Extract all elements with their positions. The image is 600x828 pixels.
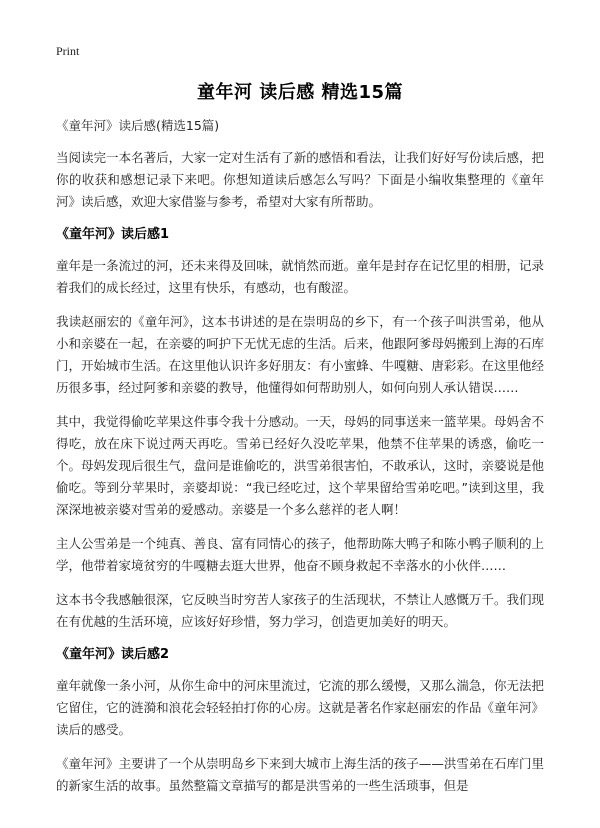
section-2-paragraph-2: 《童年河》主要讲了一个从崇明岛乡下来到大城市上海生活的孩子——洪雪弟在石库门里的新家生活的故事。虽然整篇文章描写的都是洪雪弟的一些生活琐事，但是 [56,756,544,793]
section-1-paragraph-2: 我读赵丽宏的《童年河》，这本书讲述的是在崇明岛的乡下，有一个孩子叫洪雪弟，他从小和亲婆在一起，在亲婆的呵护下无忧无虑的生活。后来，他跟阿爹母妈搬到上海的石库门，开始城市生活。在这里他认识许多好朋友：有小蜜蜂、牛嘎糖、唐彩彩。在这里他经历很多事，经过阿爹和亲婆的教导，他懂得如何帮助别人，如何向别人承认错误…… [56,314,544,395]
section-1-paragraph-5: 这本书令我感触很深，它反映当时穷苦人家孩子的生活现状，不禁让人感慨万千。我们现在有优越的生活环境，应该好好珍惜，努力学习，创造更加美好的明天。 [56,592,544,629]
article-subtitle: 《童年河》读后感(精选15篇) [56,118,220,133]
article-body [56,117,544,809]
section-2-paragraph-1: 童年就像一条小河，从你生命中的河床里流过，它流的那么缓慢，又那么湍急，你无法把它留住，它的涟漪和浪花会轻轻拍打你的心房。这就是著名作家赵丽宏的作品《童年河》读后的感受。 [56,678,544,737]
section-heading-2: 《童年河》读后感2 [56,647,170,662]
section-1-paragraph-3: 其中，我觉得偷吃苹果这件事令我十分感动。一天，母妈的同事送来一篮苹果。母妈舍不得吃，放在床下说过两天再吃。雪弟已经好久没吃苹果，他禁不住苹果的诱惑，偷吃一个。母妈发现后很生气，盘问是谁偷吃的，洪雪弟很害怕，不敢承认，这时，亲婆说是他偷吃。等到分苹果时，亲婆却说：“我已经吃过，这个苹果留给雪弟吃吧。”读到这里，我深深地被亲婆对雪弟的爱感动。亲婆是一个多么慈祥的老人啊！ [56,414,544,517]
intro-paragraph: 当阅读完一本名著后，大家一定对生活有了新的感悟和看法，让我们好好写份读后感，把你的收获和感想记录下来吧。你想知道读后感怎么写吗？下面是小编收集整理的《童年河》读后感，欢迎大家借鉴与参考，希望对大家有所帮助。 [56,150,544,209]
print-link[interactable]: Print [56,44,80,58]
section-1-paragraph-1: 童年是一条流过的河，还未来得及回味，就悄然而逝。童年是封存在记忆里的相册，记录着我们的成长经过，这里有快乐，有感动，也有酸涩。 [56,258,544,295]
page-title: 童年河 读后感 精选15篇 [196,82,404,103]
section-1-paragraph-4: 主人公雪弟是一个纯真、善良、富有同情心的孩子，他帮助陈大鸭子和陈小鸭子顺利的上学，他带着家境贫穷的牛嘎糖去逛大世界，他奋不顾身救起不幸落水的小伙伴…… [56,536,544,573]
section-heading-1: 《童年河》读后感1 [56,227,170,242]
